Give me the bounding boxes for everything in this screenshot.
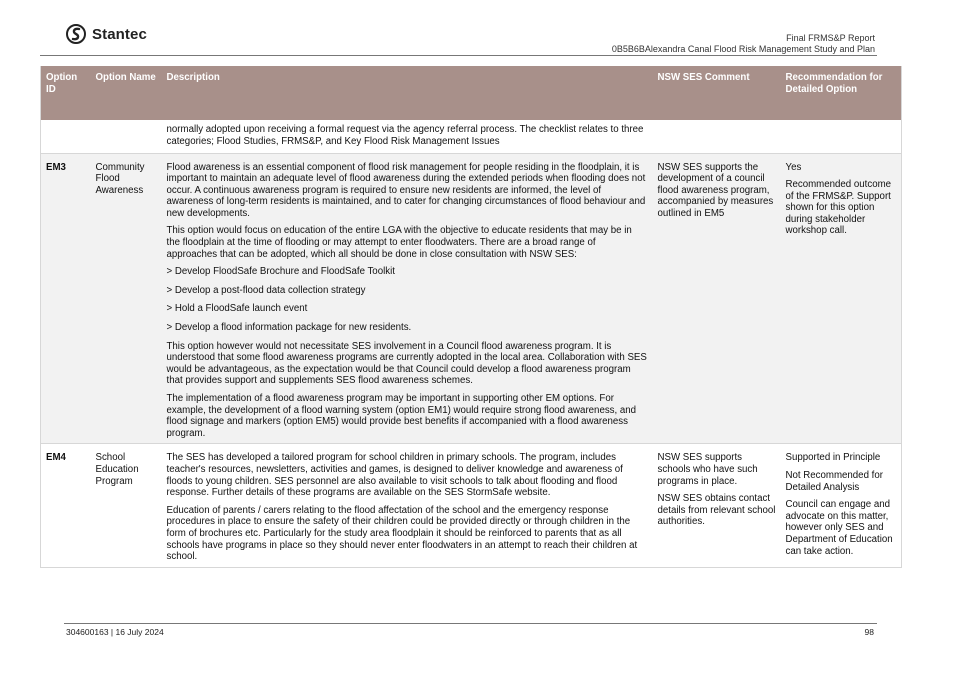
option-name: Community Flood Awareness bbox=[91, 153, 162, 444]
logo-text: Stantec bbox=[92, 25, 147, 43]
options-table-container bbox=[40, 66, 901, 568]
table-row-continuation bbox=[41, 120, 902, 153]
comment-paragraph: NSW SES supports the development of a council flood awareness program, accompanied by measures outlined in EM5 bbox=[657, 161, 774, 219]
col-header-recommendation: Recommendation for Detailed Option bbox=[781, 66, 902, 120]
option-id: EM3 bbox=[41, 153, 91, 444]
recommendation bbox=[781, 153, 902, 444]
col-header-description: Description bbox=[162, 66, 653, 120]
header-divider bbox=[40, 55, 877, 56]
description-bullet: > Hold a FloodSafe launch event bbox=[166, 303, 308, 315]
report-subtitle: 0B5B6BAlexandra Canal Flood Risk Management Study and Plan bbox=[611, 44, 875, 54]
recommendation-paragraph: Council can engage and advocate on this matter, however only SES and Department of Education can take action. bbox=[785, 499, 893, 557]
option-description bbox=[162, 444, 653, 567]
col-header-option-id: Option ID bbox=[41, 66, 91, 120]
recommendation-status: Yes bbox=[785, 161, 802, 173]
comment-paragraph: NSW SES obtains contact details from relevant school authorities. bbox=[657, 493, 776, 528]
stantec-logo bbox=[66, 24, 147, 44]
table-row-em4 bbox=[41, 444, 902, 567]
recommendation-status: Supported in Principle bbox=[785, 452, 881, 464]
footer-doc-info: 304600163 | 16 July 2024 bbox=[66, 627, 164, 637]
description-paragraph: Flood awareness is an essential component of flood risk management for people residing in the floodplain, it is important to maintain an adequate level of flood awareness during the extended periods when flooding does not occur. A continuous awareness program is required to ensure new residents are informed, the level of awareness of long-term residents is maintained, and to cater for changing circumstances of flood behaviour and new developments. bbox=[166, 161, 646, 219]
description-paragraph: This option however would not necessitate SES involvement in a Council flood awareness program. It is understood that some flood awareness programs are currently adopted in the local area. Collaboration with SES would be advantageous, as the expectation would be that Council could develop a flood awareness program that provides support and supplements SES flood awareness schemes. bbox=[166, 340, 647, 387]
col-header-ses-comment: NSW SES Comment bbox=[653, 66, 781, 120]
table-row-em3 bbox=[41, 153, 902, 444]
description-paragraph: The SES has developed a tailored program for school children in primary schools. The program, includes teacher's resources, newsletters, activities and games, is designed to deliver knowledge and awareness of floods to young children. SES personnel are also available to visit schools to talk about flooding and flood response. Further details of these programs are available on the SES StormSafe website. bbox=[166, 452, 623, 499]
page-number: 98 bbox=[864, 627, 874, 637]
option-id: EM4 bbox=[41, 444, 91, 567]
description-paragraph: The implementation of a flood awareness program may be important in supporting other EM options. For example, the development of a flood warning system (option EM1) would require strong flood awareness, and flood signage and markers (option EM5) would provide best benefits if accompanied with a flood awareness program. bbox=[166, 393, 637, 439]
col-header-option-name: Option Name bbox=[91, 66, 162, 120]
recommendation bbox=[781, 444, 902, 567]
ses-comment bbox=[653, 444, 781, 567]
description-bullet: > Develop FloodSafe Brochure and FloodSafe Toolkit bbox=[166, 266, 395, 278]
description-paragraph: Education of parents / carers relating to the flood affectation of the school and the emergency response procedures in place to ensure the safety of their children could be provided directly or through children in the form of brochures etc. Particularly for the study area floodplain it should be reinforced to parents that as all schools have programs in place so they should never enter floodwaters in an attempt to reach their children at school. bbox=[166, 504, 638, 563]
option-name: School Education Program bbox=[91, 444, 162, 567]
description-bullet: > Develop a flood information package for new residents. bbox=[166, 322, 412, 334]
recommendation-paragraph: Recommended outcome of the FRMS&P. Support shown for this option during stakeholder workshop call. bbox=[785, 179, 892, 237]
ses-comment bbox=[653, 153, 781, 444]
comment-paragraph: NSW SES supports schools who have such programs in place. bbox=[657, 452, 758, 487]
report-header bbox=[612, 33, 875, 55]
option-description bbox=[162, 153, 653, 444]
stantec-logo-icon bbox=[66, 24, 86, 44]
description-bullet: > Develop a post-flood data collection strategy bbox=[166, 284, 366, 296]
recommendation-paragraph: Not Recommended for Detailed Analysis bbox=[785, 469, 883, 493]
description-paragraph: This option would focus on education of the entire LGA with the objective to educate residents that may be in the floodplain at the time of flooding or may attempt to enter floodwaters. There are a broad range of approaches that can be adopted, which all should be done in close consultation with NSW SES: bbox=[166, 225, 632, 260]
table-header-row bbox=[41, 66, 902, 120]
options-table bbox=[40, 66, 902, 568]
report-title: Final FRMS&P Report bbox=[786, 33, 875, 43]
continuation-description: normally adopted upon receiving a formal request via the agency referral process. The checklist relates to three categories; Flood Studies, FRMS&P, and Key Flood Risk Management Issues bbox=[162, 120, 653, 153]
footer-divider bbox=[64, 623, 877, 624]
